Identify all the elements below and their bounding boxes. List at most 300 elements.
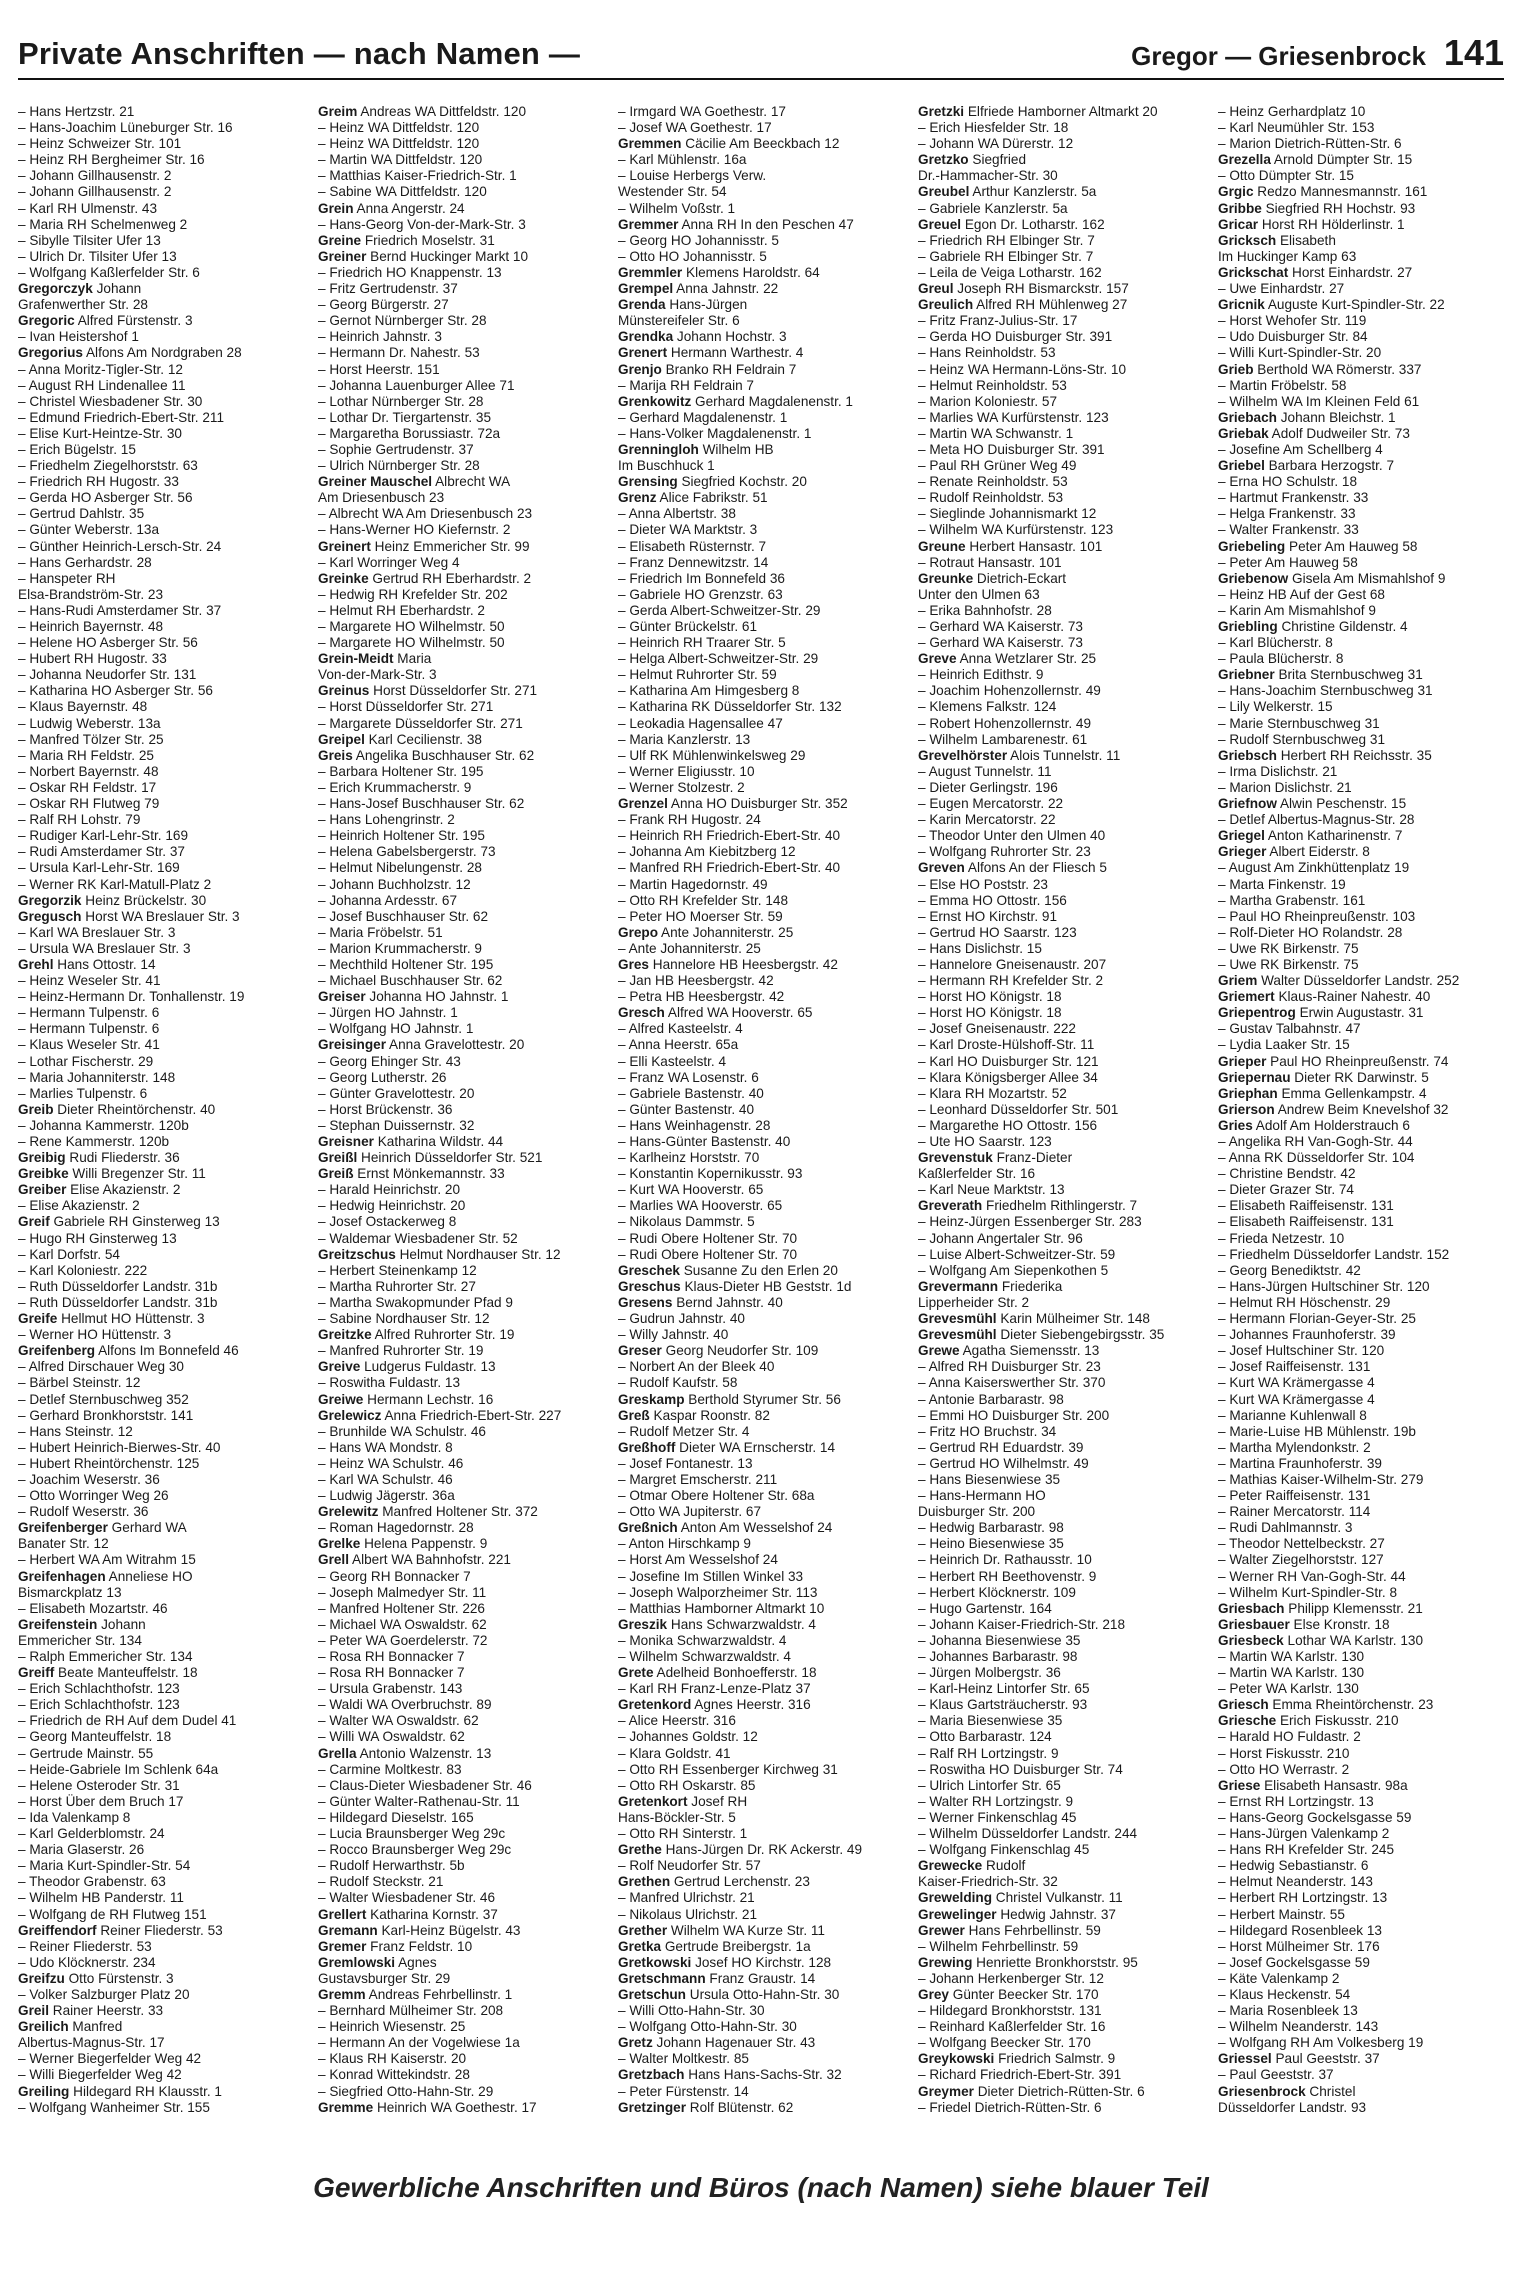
entry-details: – Marianne Kuhlenwall 8 — [1218, 1407, 1367, 1423]
directory-entry — [918, 1392, 1208, 1408]
directory-entry — [318, 1923, 608, 1939]
directory-entry — [1218, 2100, 1508, 2116]
entry-details: – Karl Droste-Hülshoff-Str. 11 — [918, 1037, 1095, 1053]
entry-details: – Günther Heinrich-Lersch-Str. 24 — [18, 538, 222, 554]
entry-details: – Hubert Rheintörchenstr. 125 — [18, 1455, 200, 1471]
entry-details: – Gerhard Bronkhorststr. 141 — [18, 1407, 194, 1423]
directory-entry — [618, 2003, 908, 2019]
entry-details: – Maria Rosenbleek 13 — [1218, 2003, 1358, 2019]
directory-entry — [1218, 2003, 1508, 2019]
directory-entry — [1218, 2067, 1508, 2083]
entry-details: – Käte Valenkamp 2 — [1218, 1970, 1340, 1986]
directory-entry — [18, 732, 308, 748]
directory-entry — [318, 1762, 608, 1778]
entry-details: – Wolfgang Finkenschlag 45 — [918, 1842, 1090, 1858]
entry-details: – Harald Heinrichstr. 20 — [318, 1182, 461, 1198]
directory-entry — [318, 1794, 608, 1810]
directory-entry — [918, 1375, 1208, 1391]
entry-details: – Johanna Lauenburger Allee 71 — [318, 377, 515, 393]
entry-details: Franz Graustr. 14 — [705, 1970, 816, 1986]
entry-details: – Leokadia Hagensallee 47 — [618, 715, 783, 731]
directory-entry — [1218, 1424, 1508, 1440]
entry-details: – Matthias Hamborner Altmarkt 10 — [618, 1600, 825, 1616]
entry-details: – Heinz WA Schulstr. 46 — [318, 1455, 464, 1471]
directory-entry — [918, 1182, 1208, 1198]
directory-entry — [618, 1665, 908, 1681]
directory-entry — [1218, 828, 1508, 844]
directory-entry — [1218, 249, 1508, 265]
entry-details: – Werner RH Van-Gogh-Str. 44 — [1218, 1568, 1406, 1584]
surname: Gretschun — [618, 1986, 686, 2002]
directory-entry — [318, 2084, 608, 2100]
entry-details: – Josef Hultschiner Str. 120 — [1218, 1343, 1385, 1359]
entry-details: – Dieter Gerlingstr. 196 — [918, 779, 1058, 795]
surname: Greune — [918, 538, 966, 554]
entry-details: Johann Hagenauer Str. 43 — [652, 2035, 816, 2051]
entry-details: – Anna Albertstr. 38 — [618, 506, 736, 522]
directory-entry — [18, 217, 308, 233]
surname: Greif — [18, 1214, 50, 1230]
directory-entry — [18, 378, 308, 394]
directory-entry — [918, 1247, 1208, 1263]
entry-details: – Martin Fröbelstr. 58 — [1218, 377, 1347, 393]
directory-entry — [1218, 1327, 1508, 1343]
directory-entry — [918, 506, 1208, 522]
directory-entry — [618, 458, 908, 474]
directory-entry — [1218, 1890, 1508, 1906]
entry-details: – Werner Stolzestr. 2 — [618, 779, 745, 795]
directory-entry — [318, 1311, 608, 1327]
entry-details: Albert WA Bahnhofstr. 221 — [348, 1552, 511, 1568]
surname: Greiff — [18, 1665, 55, 1681]
directory-entry — [318, 748, 608, 764]
surname: Gregorczyk — [18, 281, 93, 297]
directory-entry — [1218, 1729, 1508, 1745]
entry-details: – Hugo RH Ginsterweg 13 — [18, 1230, 177, 1246]
directory-entry — [1218, 1697, 1508, 1713]
directory-entry — [618, 877, 908, 893]
entry-details: Dieter WA Ernscherstr. 14 — [675, 1439, 836, 1455]
surname: Gribbe — [1218, 200, 1262, 216]
directory-entry — [618, 1601, 908, 1617]
entry-details: Siegfried — [968, 152, 1027, 168]
directory-entry — [318, 1231, 608, 1247]
entry-details: Arthur Kanzlerstr. 5a — [969, 184, 1097, 200]
directory-entry — [318, 1601, 608, 1617]
entry-details: Katharina Kornstr. 37 — [366, 1906, 498, 1922]
entry-details: – Heinz-Hermann Dr. Tonhallenstr. 19 — [18, 989, 245, 1005]
entry-details: – Leonhard Düsseldorfer Str. 501 — [918, 1101, 1119, 1117]
directory-entry — [18, 683, 308, 699]
surname: Greskamp — [618, 1391, 685, 1407]
directory-entry — [618, 667, 908, 683]
entry-details: – Karl Dorfstr. 54 — [18, 1246, 120, 1262]
directory-entry — [618, 1150, 908, 1166]
directory-entry — [1218, 281, 1508, 297]
entry-details: Hans-Böckler-Str. 5 — [618, 1809, 736, 1825]
entry-details: – Gertrud Dahlstr. 35 — [18, 506, 145, 522]
directory-entry — [1218, 168, 1508, 184]
entry-details: – Reiner Fliederstr. 53 — [18, 1938, 152, 1954]
entry-details: – Hubert RH Hugostr. 33 — [18, 651, 167, 667]
entry-details: Dieter Siebengebirgsstr. 35 — [996, 1327, 1165, 1343]
directory-entry — [18, 313, 308, 329]
directory-entry — [618, 1552, 908, 1568]
entry-details: Alfred RH Mühlenweg 27 — [973, 297, 1128, 313]
directory-entry — [18, 1408, 308, 1424]
directory-entry — [918, 764, 1208, 780]
directory-entry — [318, 1810, 608, 1826]
entry-details: – Manfred RH Friedrich-Ebert-Str. 40 — [618, 860, 841, 876]
entry-details: Lothar WA Karlstr. 130 — [1283, 1632, 1424, 1648]
directory-entry — [918, 1327, 1208, 1343]
entry-details: Günter Beecker Str. 170 — [948, 1986, 1099, 2002]
directory-entry — [318, 1440, 608, 1456]
directory-entry — [318, 764, 608, 780]
entry-details: – Rolf Neudorfer Str. 57 — [618, 1858, 761, 1874]
entry-details: – Johannes Goldstr. 12 — [618, 1729, 758, 1745]
directory-entry — [18, 941, 308, 957]
directory-entry — [918, 410, 1208, 426]
directory-entry — [618, 1907, 908, 1923]
entry-details: – Jürgen Molbergstr. 36 — [918, 1665, 1061, 1681]
directory-entry — [618, 909, 908, 925]
directory-entry — [918, 1214, 1208, 1230]
directory-entry — [18, 989, 308, 1005]
entry-details: – Klara Goldstr. 41 — [618, 1745, 731, 1761]
entry-details: – August RH Lindenallee 11 — [18, 377, 186, 393]
directory-entry — [918, 1134, 1208, 1150]
directory-entry — [1218, 1939, 1508, 1955]
surname: Greykowski — [918, 2051, 995, 2067]
surname: Grewer — [918, 1922, 965, 1938]
entry-details: – Rudolf Herwarthstr. 5b — [318, 1858, 465, 1874]
directory-entry — [918, 1359, 1208, 1375]
directory-entry — [918, 1649, 1208, 1665]
directory-entry — [618, 1440, 908, 1456]
directory-entry — [618, 1842, 908, 1858]
entry-details: – Sabine Nordhauser Str. 12 — [318, 1311, 490, 1327]
directory-entry — [618, 184, 908, 200]
directory-entry — [618, 1086, 908, 1102]
directory-entry — [918, 1456, 1208, 1472]
directory-entry — [618, 1166, 908, 1182]
entry-details: Klaus-Dieter HB Geststr. 1d — [680, 1278, 852, 1294]
entry-details: – Alfred RH Duisburger Str. 23 — [918, 1359, 1101, 1375]
surname: Greifenberg — [18, 1343, 96, 1359]
surname: Gresens — [618, 1294, 673, 1310]
directory-entry — [18, 1070, 308, 1086]
surname: Griesbeck — [1218, 1632, 1284, 1648]
entry-details: – Uwe RK Birkenstr. 75 — [1218, 956, 1359, 972]
directory-entry — [918, 1311, 1208, 1327]
entry-details: – Georg Ehinger Str. 43 — [318, 1053, 461, 1069]
entry-details: – Antonie Barbarastr. 98 — [918, 1391, 1064, 1407]
entry-details: – Heinz HB Auf der Gest 68 — [1218, 586, 1385, 602]
directory-entry — [18, 1021, 308, 1037]
directory-entry — [1218, 2019, 1508, 2035]
directory-entry — [618, 796, 908, 812]
directory-entry — [18, 716, 308, 732]
entry-details: Karl Cecilienstr. 38 — [364, 731, 482, 747]
entry-details: – Dieter Grazer Str. 74 — [1218, 1182, 1354, 1198]
directory-entry — [618, 1070, 908, 1086]
directory-entry — [1218, 1923, 1508, 1939]
entry-details: Cäcilie Am Beeckbach 12 — [681, 136, 840, 152]
entry-details: – Johanna Kammerstr. 120b — [18, 1117, 189, 1133]
directory-entry — [318, 1037, 608, 1053]
entry-details: – Karl Koloniestr. 222 — [18, 1262, 148, 1278]
entry-details: – Hans Gerhardstr. 28 — [18, 554, 152, 570]
entry-details: – Elise Akazienstr. 2 — [18, 1198, 140, 1214]
surname: Grgic — [1218, 184, 1254, 200]
directory-entry — [318, 1086, 608, 1102]
directory-entry — [18, 587, 308, 603]
surname: Grenningloh — [618, 441, 699, 457]
directory-entry — [1218, 1504, 1508, 1520]
entry-details: – Heinz RH Bergheimer Str. 16 — [18, 152, 205, 168]
directory-entry — [618, 1456, 908, 1472]
directory-entry — [618, 506, 908, 522]
directory-entry — [618, 297, 908, 313]
entry-details: – Friedhelm Ziegelhorststr. 63 — [18, 458, 198, 474]
entry-details: – Elisabeth Raiffeisenstr. 131 — [1218, 1214, 1394, 1230]
directory-entry — [618, 732, 908, 748]
directory-entry — [1218, 587, 1508, 603]
directory-entry — [618, 1778, 908, 1794]
entry-details: – Willi WA Oswaldstr. 62 — [318, 1729, 465, 1745]
directory-entry — [618, 716, 908, 732]
directory-entry — [318, 989, 608, 1005]
entry-details: – Richard Friedrich-Ebert-Str. 391 — [918, 2067, 1122, 2083]
directory-entry — [318, 490, 608, 506]
entry-details: – Ursula Grabenstr. 143 — [318, 1681, 463, 1697]
directory-entry — [318, 2019, 608, 2035]
entry-details: Agnes — [395, 1954, 437, 1970]
directory-entry — [918, 2067, 1208, 2083]
surname: Grepo — [618, 924, 659, 940]
directory-entry — [318, 2067, 608, 2083]
directory-entry — [318, 1585, 608, 1601]
directory-entry — [1218, 1311, 1508, 1327]
surname: Greiß — [318, 1166, 354, 1182]
entry-details: Elsa-Brandström-Str. 23 — [18, 586, 164, 602]
directory-entry — [1218, 394, 1508, 410]
directory-entry — [618, 683, 908, 699]
directory-entry — [618, 699, 908, 715]
entry-details: Alice Fabrikstr. 51 — [656, 490, 768, 506]
surname: Greiner — [318, 248, 367, 264]
entry-details: Ludgerus Fuldastr. 13 — [360, 1359, 496, 1375]
directory-entry — [918, 812, 1208, 828]
entry-details: – Paul Geeststr. 37 — [1218, 2067, 1334, 2083]
directory-entry — [618, 925, 908, 941]
entry-details: – Angelika RH Van-Gogh-Str. 44 — [1218, 1134, 1413, 1149]
directory-entry — [1218, 1440, 1508, 1456]
directory-entry — [918, 345, 1208, 361]
directory-entry — [18, 2035, 308, 2051]
directory-entry — [618, 2035, 908, 2051]
entry-details: – Ursula Karl-Lehr-Str. 169 — [18, 860, 180, 876]
entry-details: – Helga Albert-Schweitzer-Str. 29 — [618, 651, 819, 667]
entry-details: – Lothar Nürnberger Str. 28 — [318, 393, 484, 409]
entry-details: – Katharina RK Düsseldorfer Str. 132 — [618, 699, 842, 715]
entry-details: – Karl HO Duisburger Str. 121 — [918, 1053, 1099, 1069]
surname: Greife — [18, 1311, 58, 1327]
directory-entry — [618, 1520, 908, 1536]
directory-entry — [318, 699, 608, 715]
directory-entry — [18, 1359, 308, 1375]
entry-details: Heinrich WA Goethestr. 17 — [373, 2099, 537, 2115]
entry-details: Hans Schwarzwaldstr. 4 — [667, 1616, 816, 1632]
entry-details: Emma Gellenkampstr. 4 — [1277, 1085, 1427, 1101]
directory-entry — [1218, 796, 1508, 812]
directory-entry — [618, 1890, 908, 1906]
entry-details: – Georg RH Bonnacker 7 — [318, 1568, 471, 1584]
entry-details: – Hans-Jürgen Hultschiner Str. 120 — [1218, 1278, 1430, 1294]
directory-entry — [618, 1005, 908, 1021]
directory-entry — [918, 1295, 1208, 1311]
entry-details: – Maria RH Feldstr. 25 — [18, 747, 154, 763]
directory-entry — [1218, 233, 1508, 249]
directory-entry — [18, 136, 308, 152]
surname: Griebsch — [1218, 747, 1277, 763]
entry-details: – Günter Gravelottestr. 20 — [318, 1085, 475, 1101]
directory-entry — [918, 1488, 1208, 1504]
directory-entry — [918, 1746, 1208, 1762]
directory-entry — [18, 297, 308, 313]
entry-details: Wilhelm HB — [698, 441, 774, 457]
entry-details: – Klaus Heckenstr. 54 — [1218, 1986, 1351, 2002]
surname: Gregorius — [18, 345, 83, 361]
entry-details: Herbert Hansastr. 101 — [965, 538, 1103, 554]
surname: Griese — [1218, 1777, 1261, 1793]
directory-entry — [918, 1054, 1208, 1070]
directory-entry — [618, 2084, 908, 2100]
directory-entry — [618, 522, 908, 538]
directory-entry — [18, 925, 308, 941]
directory-entry — [618, 619, 908, 635]
directory-entry — [18, 1778, 308, 1794]
entry-details: – Wolfgang Wanheimer Str. 155 — [18, 2099, 210, 2115]
entry-details: – Helmut Nibelungenstr. 28 — [318, 860, 482, 876]
entry-details: – Helmut RH Höschenstr. 29 — [1218, 1294, 1391, 1310]
entry-details: – Ulrich Nürnberger Str. 28 — [318, 458, 480, 474]
entry-details: Christel — [1305, 2083, 1356, 2099]
entry-details: – Kurt WA Krämergasse 4 — [1218, 1375, 1375, 1391]
directory-entry — [1218, 667, 1508, 683]
surname: Gresch — [618, 1005, 665, 1021]
directory-entry — [1218, 1456, 1508, 1472]
directory-entry — [1218, 490, 1508, 506]
directory-entry — [618, 571, 908, 587]
surname: Greis — [318, 747, 353, 763]
directory-entry — [618, 1585, 908, 1601]
directory-entry — [918, 539, 1208, 555]
entry-details: – Peter WA Karlstr. 130 — [1218, 1681, 1359, 1697]
entry-details: Paul Geeststr. 37 — [1271, 2051, 1380, 2067]
entry-details: – Mechthild Holtener Str. 195 — [318, 956, 494, 972]
entry-details: – Gertrud HO Wilhelmstr. 49 — [918, 1455, 1089, 1471]
entry-details: – Brunhilde WA Schulstr. 46 — [318, 1423, 486, 1439]
directory-entry — [918, 1665, 1208, 1681]
entry-details: – Rudiger Karl-Lehr-Str. 169 — [18, 828, 189, 844]
directory-entry — [1218, 1971, 1508, 1987]
directory-entry — [1218, 1585, 1508, 1601]
directory-entry — [1218, 1536, 1508, 1552]
surname: Grethen — [618, 1874, 671, 1890]
directory-entry — [618, 394, 908, 410]
entry-details: – Rudolf Weserstr. 36 — [18, 1504, 149, 1520]
entry-details: – Hans Weinhagenstr. 28 — [618, 1117, 771, 1133]
directory-entry — [918, 1633, 1208, 1649]
entry-details: Alois Tunnelstr. 11 — [1007, 747, 1121, 763]
entry-details: – Heinz Schweizer Str. 101 — [18, 136, 182, 152]
directory-entry — [18, 780, 308, 796]
entry-details: – Matthias Kaiser-Friedrich-Str. 1 — [318, 168, 517, 184]
entry-details: Christel Vulkanstr. 11 — [992, 1890, 1123, 1906]
entry-details: Berthold Styrumer Str. 56 — [684, 1391, 841, 1407]
entry-details: Elisabeth Hansastr. 98a — [1260, 1777, 1408, 1793]
directory-entry — [918, 571, 1208, 587]
entry-details: – Marlies WA Kurfürstenstr. 123 — [918, 409, 1109, 425]
surname: Gremer — [318, 1938, 367, 1954]
directory-entry — [1218, 1681, 1508, 1697]
directory-entry — [618, 1359, 908, 1375]
directory-entry — [1218, 1198, 1508, 1214]
directory-entry — [618, 2100, 908, 2116]
entry-details: – Hans WA Mondstr. 8 — [318, 1439, 453, 1455]
directory-entry — [318, 1955, 608, 1971]
entry-details: – Siegfried Otto-Hahn-Str. 29 — [318, 2083, 494, 2099]
entry-details: – Martina Fraunhoferstr. 39 — [1218, 1455, 1382, 1471]
entry-details: Alfred Ruhrorter Str. 19 — [371, 1327, 515, 1343]
entry-details: – Gertrud HO Saarstr. 123 — [918, 924, 1077, 940]
directory-entry — [918, 1102, 1208, 1118]
directory-entry — [918, 184, 1208, 200]
directory-entry — [918, 973, 1208, 989]
directory-entry — [18, 1746, 308, 1762]
entry-details: – Ulrich Lintorfer Str. 65 — [918, 1777, 1061, 1793]
directory-entry — [918, 458, 1208, 474]
entry-details: – Marie-Luise HB Mühlenstr. 19b — [1218, 1423, 1416, 1439]
directory-entry — [318, 1778, 608, 1794]
entry-details: – Anna Kaiserswerther Str. 370 — [918, 1375, 1106, 1391]
entry-details: Karin Mülheimer Str. 148 — [996, 1311, 1150, 1327]
entry-details: – Klara Königsberger Allee 34 — [918, 1069, 1098, 1085]
directory-entry — [1218, 1231, 1508, 1247]
directory-entry — [918, 426, 1208, 442]
directory-entry — [318, 201, 608, 217]
surname: Gretkowski — [618, 1954, 692, 1970]
directory-entry — [918, 635, 1208, 651]
directory-entry — [1218, 893, 1508, 909]
entry-details: – Otto RH Krefelder Str. 148 — [618, 892, 789, 908]
directory-entry — [1218, 1778, 1508, 1794]
directory-entry — [18, 2067, 308, 2083]
entry-details: – Karl WA Schulstr. 46 — [318, 1471, 453, 1487]
directory-entry — [18, 651, 308, 667]
entry-details: – Fritz Gertrudenstr. 37 — [318, 281, 458, 297]
entry-details: Franz Feldstr. 10 — [366, 1938, 473, 1954]
entry-details: – Wolfgang Beecker Str. 170 — [918, 2035, 1091, 2051]
directory-entry — [618, 233, 908, 249]
entry-details: Alfred WA Hooverstr. 65 — [664, 1005, 813, 1021]
entry-details: Hermann Lechstr. 16 — [363, 1391, 494, 1407]
entry-details: – Wilhelm Neanderstr. 143 — [1218, 2019, 1379, 2035]
entry-details: – Lydia Laaker Str. 15 — [1218, 1037, 1350, 1053]
surname: Greiffendorf — [18, 1922, 97, 1938]
